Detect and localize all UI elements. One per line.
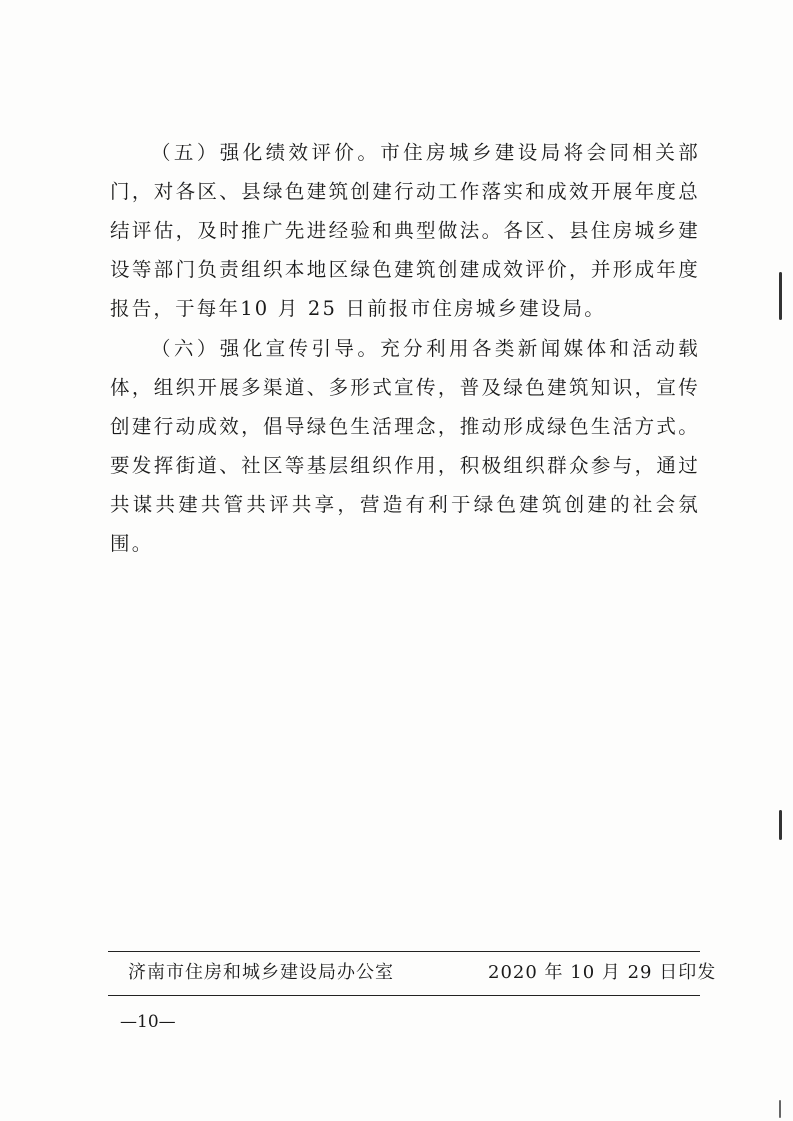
page-number: —10— [120, 1012, 176, 1032]
footer-rule-top [108, 951, 700, 952]
scan-edge-mark [779, 1100, 781, 1118]
footer-rule-bottom [108, 995, 700, 996]
scan-edge-mark [779, 272, 782, 320]
scan-edge-mark [779, 810, 782, 840]
issue-date: 2020 年 10 月 29 日印发 [488, 962, 717, 983]
issuer-office: 济南市住房和城乡建设局办公室 [128, 962, 394, 983]
paragraph-publicity-guidance: （六）强化宣传引导。充分利用各类新闻媒体和活动载体，组织开展多渠道、多形式宣传，普及绿色建筑知识，宣传创建行动成效，倡导绿色生活理念，推动形成绿色生活方式。要发挥街道、社区等基层组织作用，积极组织群众参与，通过共谋共建共管共评共享，营造有利于绿色建筑创建的社会氛围。 [110, 337, 700, 555]
paragraph-performance-evaluation: （五）强化绩效评价。市住房城乡建设局将会同相关部门，对各区、县绿色建筑创建行动工作落实和成效开展年度总结评估，及时推广先进经验和典型做法。各区、县住房城乡建设等部门负责组织本地区绿色建筑创建成效评价，并形成年度报告，于每年10 月 25 日前报市住房城乡建设局。 [110, 141, 700, 320]
